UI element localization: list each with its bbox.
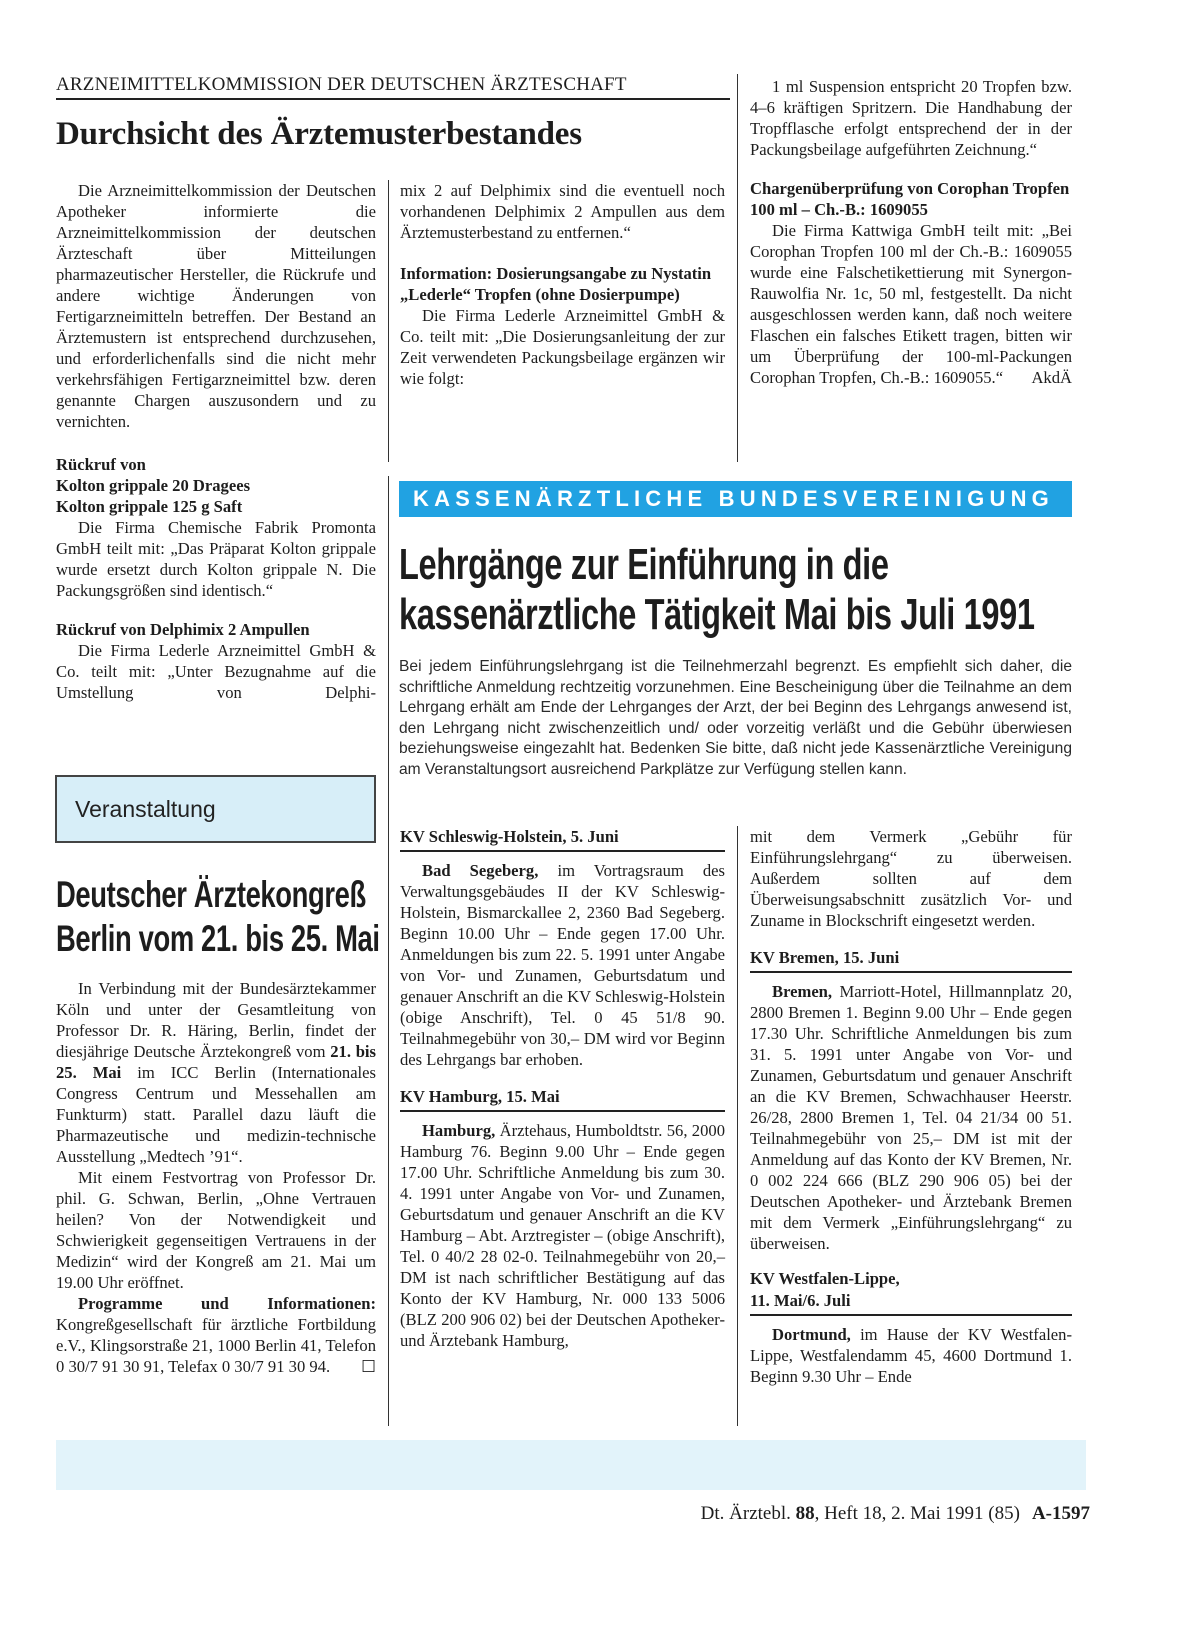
kbv-title-line-1: Lehrgänge zur Einführung in die [399, 540, 889, 589]
akdae-col-1 [56, 180, 376, 703]
event-label: Veranstaltung [75, 796, 216, 822]
event-paragraph-3: Programme und Informationen: Kongreßgesellschaft für ärztliche Fortbildung e.V., Klingsorstraße 21, 1000 Berlin 41, Telefon 0 30/7 91 30 91, Telefax 0 30/7 91 30 94. [56, 1294, 376, 1376]
column-rule-1 [388, 180, 389, 462]
intro-paragraph: Die Arzneimittelkommission der Deutschen Apotheker informierte die Arzneimittelkommission der deutschen Ärzteschaft über Mitteilungen pharmazeutischer Hersteller, die Rückrufe und andere wichtige Änderungen von Fertigarzneimitteln betreffen. Der Bestand an Ärztemustern ist entsprechend durchzusehen, und erforderlichenfalls sind die nicht mehr verkehrsfähigen Fertigarzneimittel bzw. deren genannte Chargen auszusondern und zu vernichten. [56, 181, 376, 431]
kbv-title [399, 540, 1079, 644]
kv-wl-body: Dortmund, im Hause der KV Westfalen-Lippe, Westfalendamm 45, 4600 Dortmund 1. Beginn 9.30 Uhr – Ende [750, 1325, 1072, 1386]
kv-hh-heading: KV Hamburg, 15. Mai [400, 1086, 725, 1112]
kbv-banner [399, 481, 1072, 517]
nystatin-continuation: 1 ml Suspension entspricht 20 Tropfen bzw. 4–6 kräftigen Spritzern. Die Handhabung der Tropfflasche erfolgt entsprechend der in der Packungsbeilage aufgeführten Zeichnung.“ [750, 77, 1072, 159]
kbv-banner-text: KASSENÄRZTLICHE BUNDESVEREINIGUNG [413, 486, 1054, 511]
kolton-heading-2: Kolton grippale 20 Dragees [56, 476, 251, 495]
kv-wl-heading: KV Westfalen-Lippe, 11. Mai/6. Juli [750, 1268, 1072, 1316]
kolton-heading-1: Rückruf von [56, 455, 146, 474]
delphimix-body-part1: Die Firma Lederle Arzneimittel GmbH & Co. teilt mit: „Unter Bezugnahme auf die Umstellung von Delphi- [56, 641, 376, 702]
end-mark: ☐ [361, 1357, 376, 1376]
kbv-col-right [750, 826, 1072, 1387]
kv-hb-heading: KV Bremen, 15. Juni [750, 947, 1072, 973]
delphimix-body-part2: mix 2 auf Delphimix sind die eventuell noch vorhandenen Delphimix 2 Ampullen aus dem Ärztemusterbestand zu entfernen.“ [400, 181, 725, 242]
kbv-col-left [400, 826, 725, 1351]
event-body [56, 978, 376, 1377]
kolton-body: Die Firma Chemische Fabrik Promonta GmbH teilt mit: „Das Präparat Kolton grippale wurde ersetzt durch Kolton grippale N. Die Packungsgrößen sind identisch.“ [56, 518, 376, 600]
kbv-title-line-2: kassenärztliche Tätigkeit Mai bis Juli 1991 [399, 590, 1035, 639]
event-box [55, 775, 376, 843]
footer-issue: , Heft 18, 2. Mai 1991 (85) [814, 1503, 1020, 1524]
event-title-line-1: Deutscher Ärztekongreß [56, 874, 366, 915]
akdae-col-2 [400, 180, 725, 389]
column-rule-2 [737, 74, 738, 462]
footer-band [56, 1440, 1086, 1490]
kv-hb-body: Bremen, Marriott-Hotel, Hillmannplatz 20, 2800 Bremen 1. Beginn 9.00 Uhr – Ende gegen 17.30 Uhr. Schriftliche Anmeldungen bis zum 31. 5. 1991 unter Angabe von Vor- und Zunamen, Geburtsdatum und genauer Anschrift an die KV Bremen, Schwachhauser Heerstr. 26/28, 2800 Bremen 1, Tel. 04 21/34 00 51. Teilnahmegebühr von 25,– DM ist mit der Anmeldung auf das Konto der KV Bremen, Nr. 0 002 224 666 (BLZ 290 906 05) bei der Deutschen Apotheker- und Ärztebank Bremen mit dem Vermerk „Einführungslehrgang“ zu überweisen. [750, 982, 1072, 1253]
kv-hh-body: Hamburg, Ärztehaus, Humboldtstr. 56, 2000 Hamburg 76. Beginn 9.00 Uhr – Ende gegen 17.00 Uhr. Schriftliche Anmeldung bis zum 30. 4. 1991 unter Angabe von Vor- und Zunamen, Geburtsdatum und genauer Anschrift an die KV Hamburg – Abt. Arztregister – (obige Anschrift), Tel. 0 40/2 28 02-0. Teilnahmegebühr von 20,– DM ist nach schriftlicher Bestätigung auf das Konto der KV Hamburg, Nr. 000 133 5006 (BLZ 200 906 02) bei der Deutschen Apotheker- und Ärztebank Hamburg, [400, 1121, 725, 1350]
kolton-heading-3: Kolton grippale 125 g Saft [56, 497, 243, 516]
akdae-col-3 [750, 76, 1072, 388]
kv-sh-body: Bad Segeberg, im Vortragsraum des Verwaltungsgebäudes II der KV Schleswig-Holstein, Bismarckallee 2, 2360 Bad Segeberg. Beginn 10.00 Uhr – Ende gegen 17.00 Uhr. Anmeldungen bis zum 22. 5. 1991 unter Angabe von Vor- und Zunamen, Geburtsdatum und genauer Anschrift an die KV Schleswig-Holstein (obige Anschrift), Tel. 0 45 51/8 90. Teilnahmegebühr von 30,– DM wird vor Beginn des Lehrgangs bar erhoben. [400, 861, 725, 1069]
corophan-heading: Chargenüberprüfung von Corophan Tropfen 100 ml – Ch.-B.: 1609055 [750, 179, 1070, 219]
nystatin-body: Die Firma Lederle Arzneimittel GmbH & Co. teilt mit: „Die Dosierungsanleitung der zur Zeit verwendeten Packungsbeilage ergänzen wir wie folgt: [400, 306, 725, 388]
org-header: ARZNEIMITTELKOMMISSION DER DEUTSCHEN ÄRZTESCHAFT [56, 74, 730, 100]
article-title: Durchsicht des Ärztemusterbestandes [56, 116, 582, 152]
signature: AkdÄ [1031, 368, 1072, 387]
footer-volume: 88 [795, 1503, 815, 1524]
footer-journal: Dt. Ärztebl. [700, 1503, 796, 1524]
nystatin-heading: Information: Dosierungsangabe zu Nystatin „Lederle“ Tropfen (ohne Dosierpumpe) [400, 264, 712, 304]
kbv-intro: Bei jedem Einführungslehrgang ist die Teilnehmerzahl begrenzt. Es empfiehlt sich daher, die schriftliche Anmeldung rechtzeitig vorzunehmen. Eine Bescheinigung über die Teilnahme an dem Lehrgang erhält am Ende der Lehrganges der Arzt, der bei Beginn des Lehrgangs anwesend ist, den Lehrgang nicht zwischenzeitlich und/ oder vorzeitig verläßt und die Gebühr überwiesen beziehungsweise eingezahlt hat. Bedenken Sie bitte, daß nicht jede Kassenärztliche Vereinigung am Veranstaltungsort ausreichend Parkplätze zur Verfügung stellen kann. [399, 658, 1072, 778]
event-paragraph-2: Mit einem Festvortrag von Professor Dr. phil. G. Schwan, Berlin, „Ohne Vertrauen heilen? Von der Notwendigkeit und Schwierigkeit gegenseitigen Vertrauens in der Medizin“ wird der Kongreß am 21. Mai um 19.00 Uhr eröffnet. [56, 1168, 376, 1292]
column-rule-4 [737, 826, 738, 1426]
event-title [56, 873, 386, 963]
event-paragraph-1: In Verbindung mit der Bundesärztekammer Köln und unter der Gesamtleitung von Professor Dr. R. Häring, Berlin, findet der diesjährige Deutsche Ärztekongreß vom 21. bis 25. Mai im ICC Berlin (Internationales Congress Centrum und Messehallen am Funkturm) statt. Parallel dazu läuft die Pharmazeutische und medizin-technische Ausstellung „Medtech ’91“. [56, 979, 376, 1166]
event-title-line-2: Berlin vom 21. bis 25. Mai [56, 918, 380, 959]
page-footer [560, 1502, 1090, 1526]
corophan-body: Die Firma Kattwiga GmbH teilt mit: „Bei Corophan Tropfen 100 ml der Ch.-B.: 1609055 wurde eine Falschetikettierung mit Synergon-Rauwolfia Nr. 1c, 50 ml, festgestellt. Da nicht ausgeschlossen werden kann, daß noch weitere Flaschen ein falsches Etikett tragen, bitten wir um Überprüfung der 100-ml-Packungen Corophan Tropfen, Ch.-B.: 1609055.“ [750, 221, 1072, 387]
kv-sh-heading: KV Schleswig-Holstein, 5. Juni [400, 826, 725, 852]
kv-hh-continuation: mit dem Vermerk „Gebühr für Einführungslehrgang“ zu überweisen. Außerdem sollten auf dem Überweisungsabschnitt zusätzlich Vor- und Zuname in Blockschrift eingesetzt werden. [750, 827, 1072, 930]
footer-page: A-1597 [1031, 1503, 1090, 1524]
delphimix-heading: Rückruf von Delphimix 2 Ampullen [56, 620, 310, 639]
column-rule-3 [388, 476, 389, 1426]
